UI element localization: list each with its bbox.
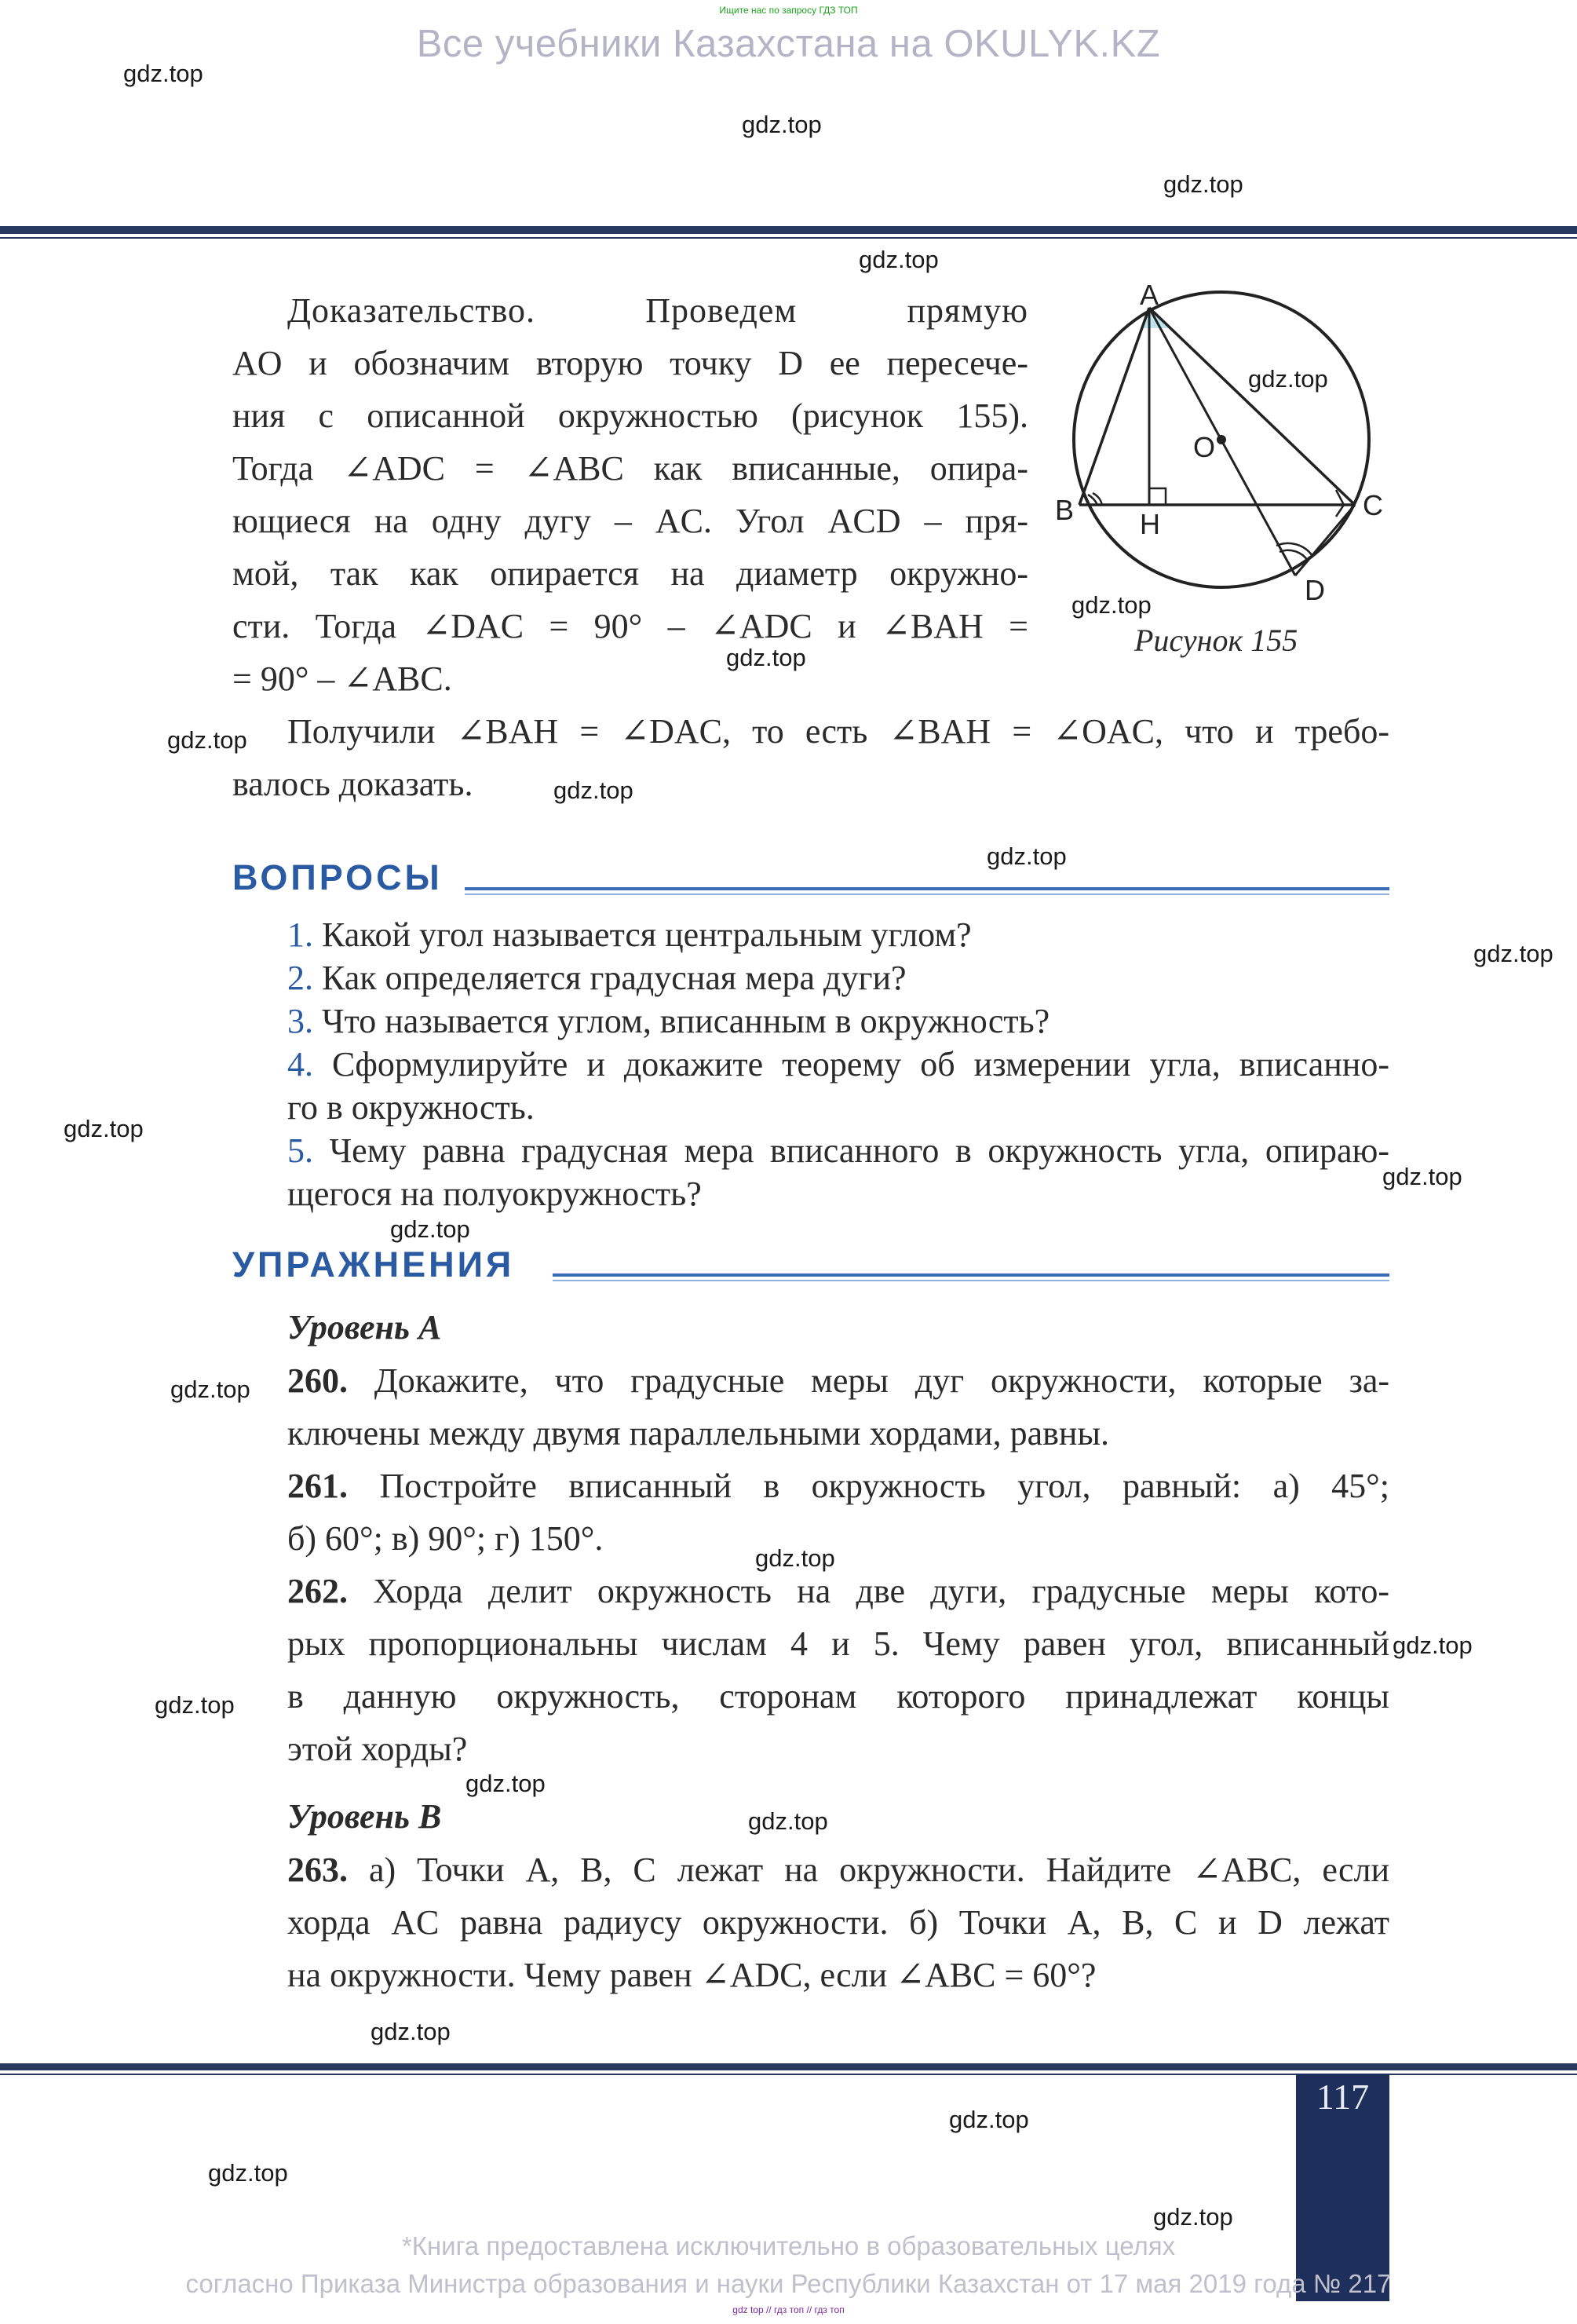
watermark: gdz.top bbox=[987, 842, 1067, 870]
exercises-heading-rule-thin bbox=[553, 1280, 1389, 1281]
watermark: gdz.top bbox=[371, 2018, 451, 2045]
watermark: gdz.top bbox=[1248, 365, 1328, 393]
question-4-cont: го в окружность. bbox=[287, 1088, 535, 1127]
question-5-cont: щегося на полуокружность? bbox=[287, 1175, 702, 1213]
search-hint: Ищите нас по запросу ГДЗ ТОП bbox=[719, 5, 858, 16]
proof-conclusion-2: валось доказать. bbox=[232, 765, 473, 803]
watermark: gdz.top bbox=[1071, 591, 1152, 619]
exercise-262-line2: рых пропорциональны числам 4 и 5. Чему равен угол, вписанный bbox=[287, 1624, 1389, 1663]
question-3: 3. Что называется углом, вписанным в окружность? bbox=[287, 1002, 1050, 1040]
center-point bbox=[1217, 435, 1226, 444]
watermark: gdz.top bbox=[1163, 170, 1243, 198]
question-4: 4. Сформулируйте и докажите теорему об измерении угла, вписанно- bbox=[287, 1045, 1390, 1083]
watermark: gdz.top bbox=[859, 246, 939, 273]
exercise-263-line2: хорда AC равна радиусу окружности. б) Точки A, B, C и D лежат bbox=[287, 1903, 1389, 1942]
watermark: gdz.top bbox=[755, 1544, 835, 1572]
watermark: gdz.top bbox=[726, 644, 806, 671]
label-h: H bbox=[1140, 508, 1160, 540]
top-rule-thin bbox=[0, 237, 1577, 239]
watermark: gdz.top bbox=[1473, 940, 1553, 967]
watermark: gdz.top bbox=[390, 1215, 470, 1243]
footer-line-3[interactable]: gdz top // гдз топ // гдз топ bbox=[732, 2304, 845, 2315]
question-2: 2. Как определяется градусная мера дуги? bbox=[287, 959, 907, 997]
exercises-heading-rule bbox=[553, 1273, 1389, 1277]
proof-line-6: мой, так как опирается на диаметр окружно- bbox=[232, 554, 1028, 593]
exercise-260-cont: ключены между двумя параллельными хордами, равны. bbox=[287, 1414, 1110, 1452]
proof-line-1: Доказательство. Проведем прямую bbox=[287, 291, 1028, 330]
watermark: gdz.top bbox=[465, 1770, 546, 1797]
level-a-heading: Уровень А bbox=[287, 1308, 442, 1347]
watermark: gdz.top bbox=[208, 2159, 288, 2187]
label-a: A bbox=[1140, 283, 1159, 311]
watermark: gdz.top bbox=[167, 726, 247, 754]
exercise-262-line3: в данную окружность, сторонам которого принадлежат концы bbox=[287, 1677, 1389, 1716]
proof-line-7: сти. Тогда ∠DAC = 90° – ∠ADC и ∠BAH = bbox=[232, 607, 1028, 645]
questions-heading-rule bbox=[465, 887, 1389, 890]
exercise-260: 260. Докажите, что градусные меры дуг окружности, которые за- bbox=[287, 1361, 1389, 1400]
page-number: 117 bbox=[1316, 2077, 1370, 2117]
proof-line-5: ющиеся на одну дугу – AC. Угол ACD – пря- bbox=[232, 502, 1028, 540]
watermark: gdz.top bbox=[64, 1115, 144, 1142]
watermark: gdz.top bbox=[949, 2106, 1029, 2133]
question-5: 5. Чему равна градусная мера вписанного в окружность угла, опираю- bbox=[287, 1131, 1390, 1170]
exercise-263-line3: на окружности. Чему равен ∠ADC, если ∠ABC = 60°? bbox=[287, 1956, 1097, 1994]
figure-caption: Рисунок 155 bbox=[1134, 623, 1298, 658]
bottom-rule bbox=[0, 2063, 1577, 2070]
watermark: gdz.top bbox=[155, 1691, 235, 1719]
segment-cd bbox=[1295, 505, 1355, 576]
watermark: gdz.top bbox=[123, 60, 203, 87]
questions-heading: ВОПРОСЫ bbox=[232, 857, 443, 897]
proof-line-3: ния с описанной окружностью (рисунок 155). bbox=[232, 396, 1028, 435]
level-b-heading: Уровень В bbox=[287, 1797, 442, 1836]
label-c: C bbox=[1363, 489, 1383, 521]
watermark: gdz.top bbox=[1153, 2203, 1233, 2231]
watermark: gdz.top bbox=[553, 776, 633, 804]
exercise-261: 261. Постройте вписанный в окружность угол, равный: а) 45°; bbox=[287, 1467, 1389, 1505]
watermark: gdz.top bbox=[1382, 1163, 1462, 1190]
label-o: O bbox=[1193, 431, 1216, 463]
site-title[interactable]: Все учебники Казахстана на OKULYK.KZ bbox=[416, 23, 1161, 65]
proof-conclusion-1: Получили ∠BAH = ∠DAC, то есть ∠BAH = ∠OAC, что и требо- bbox=[287, 712, 1389, 751]
exercise-262: 262. Хорда делит окружность на две дуги, градусные меры кото- bbox=[287, 1572, 1389, 1610]
exercise-262-line4: этой хорды? bbox=[287, 1730, 468, 1768]
proof-line-8: = 90° – ∠ABC. bbox=[232, 660, 452, 698]
watermark: gdz.top bbox=[170, 1376, 250, 1403]
watermark: gdz.top bbox=[742, 111, 822, 138]
proof-line-2: AO и обозначим вторую точку D ее пересече- bbox=[232, 344, 1028, 382]
question-1: 1. Какой угол называется центральным углом? bbox=[287, 915, 972, 954]
top-rule bbox=[0, 226, 1577, 234]
watermark: gdz.top bbox=[748, 1807, 828, 1835]
side-ac bbox=[1149, 308, 1355, 505]
exercises-heading: УПРАЖНЕНИЯ bbox=[232, 1244, 515, 1284]
exercise-261-cont: б) 60°; в) 90°; г) 150°. bbox=[287, 1519, 604, 1558]
right-angle-mark bbox=[1149, 488, 1166, 505]
label-b: B bbox=[1055, 494, 1075, 526]
label-d: D bbox=[1305, 574, 1325, 606]
watermark: gdz.top bbox=[1393, 1632, 1473, 1659]
footer-line-1: *Книга предоставлена исключительно в образовательных целях bbox=[401, 2231, 1176, 2260]
exercise-263: 263. а) Точки A, B, C лежат на окружности. Найдите ∠ABC, если bbox=[287, 1851, 1390, 1889]
proof-line-4: Тогда ∠ADC = ∠ABC как вписанные, опира- bbox=[232, 449, 1028, 488]
questions-heading-rule-thin bbox=[465, 893, 1389, 895]
footer-line-2: согласно Приказа Министра образования и науки Республики Казахстан от 17 мая 2019 года № 217 bbox=[185, 2269, 1392, 2298]
